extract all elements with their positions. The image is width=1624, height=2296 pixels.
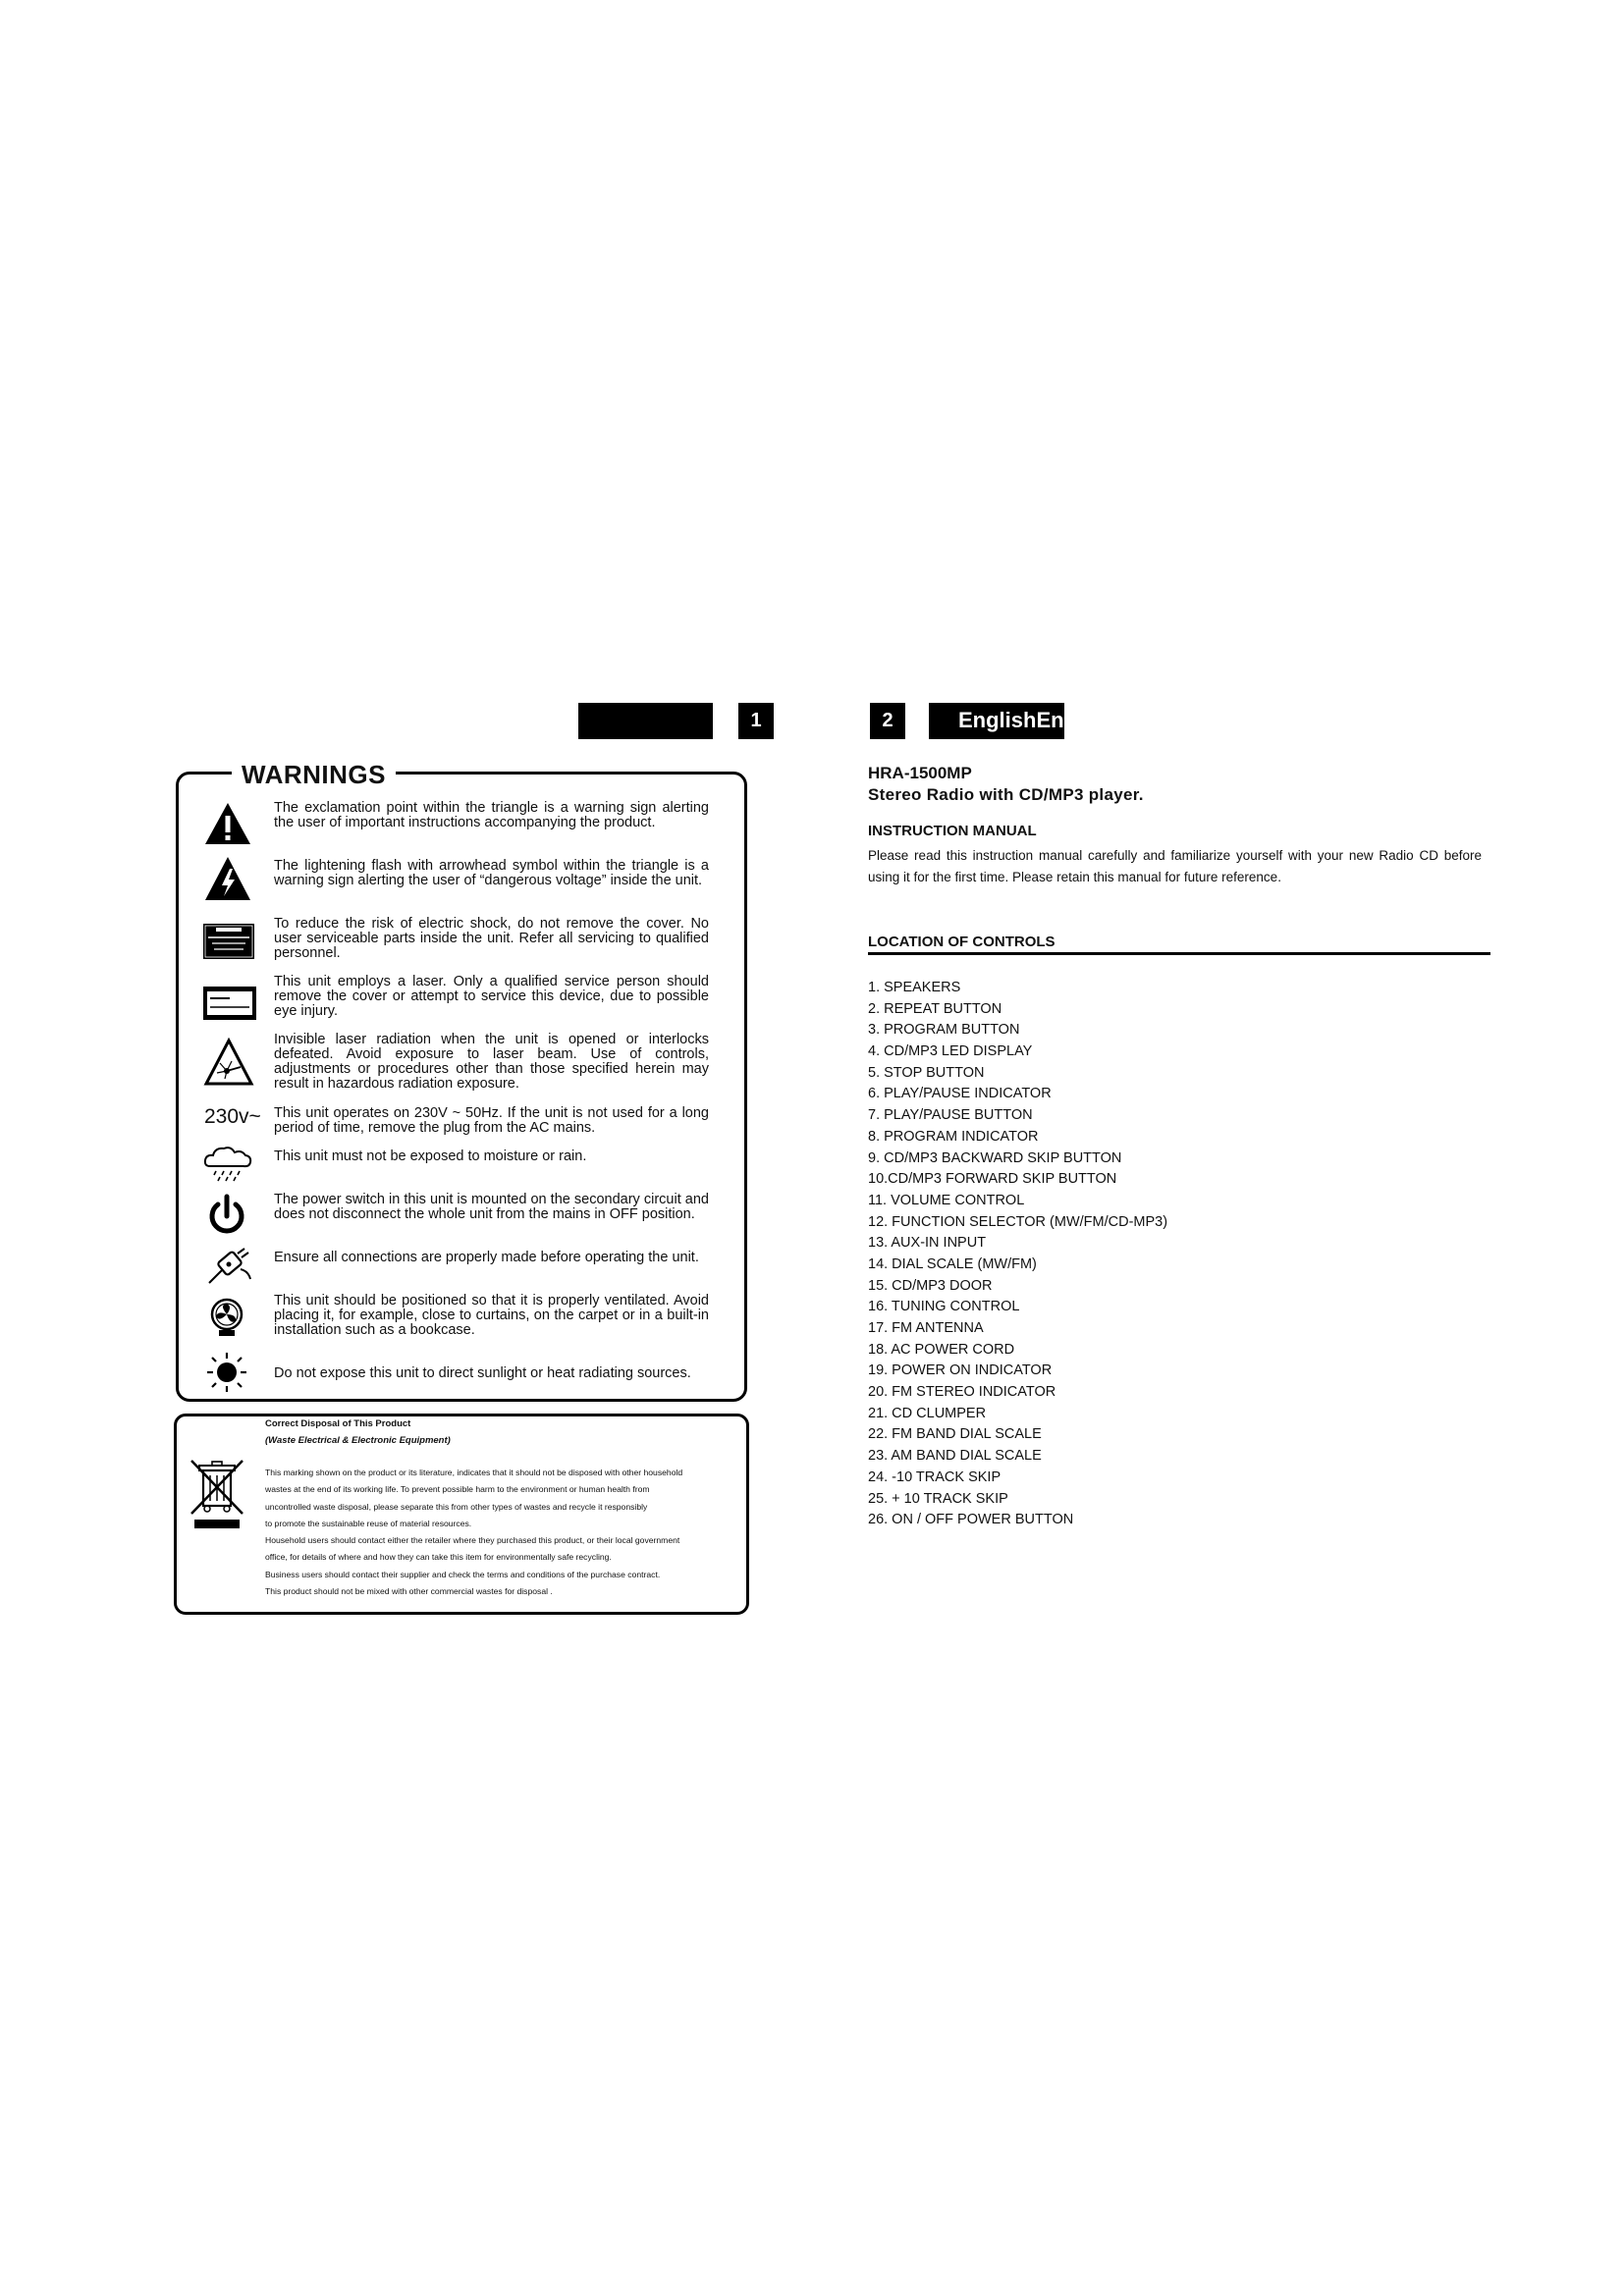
list-item: 1. SPEAKERS: [868, 980, 961, 995]
disposal-line: This product should not be mixed with other commercial wastes for disposal .: [265, 1586, 553, 1597]
plug-connection-icon: [204, 1245, 255, 1288]
list-item: 13. AUX-IN INPUT: [868, 1235, 987, 1252]
disposal-line: uncontrolled waste disposal, please separate this from other types of wastes and recycle it responsibly: [265, 1501, 648, 1512]
list-item: 21. CD CLUMPER: [868, 1405, 987, 1421]
class1-laser-label-icon: [202, 986, 257, 1021]
list-item: 26. ON / OFF POWER BUTTON: [868, 1512, 1074, 1528]
list-item: 17. FM ANTENNA: [868, 1320, 984, 1336]
disposal-body: [265, 1465, 719, 1600]
list-item: 6. PLAY/PAUSE INDICATOR: [868, 1086, 1052, 1102]
disposal-line: wastes at the end of its working life. To prevent possible harm to the environment or human health from: [265, 1484, 650, 1495]
instruction-manual-heading: INSTRUCTION MANUAL: [868, 823, 1037, 839]
list-item: 4. CD/MP3 LED DISPLAY: [868, 1043, 1033, 1060]
crossed-bin-icon: [187, 1457, 247, 1531]
disposal-line: office, for details of where and how they can take this item for environmentally safe recycling.: [265, 1552, 612, 1563]
list-item: 9. CD/MP3 BACKWARD SKIP BUTTON: [868, 1149, 1122, 1166]
warning-text-radiation: Invisible laser radiation when the unit is opened or interlocks defeated. Avoid exposure to laser beam. Use of controls, adjustments or procedures other than those specified herein may result in hazardous radiation exposure.: [274, 1032, 709, 1092]
disposal-line: Household users should contact either the retailer where they purchased this product, or their local government: [265, 1535, 680, 1546]
warning-text-voltage: This unit operates on 230V ~ 50Hz. If the unit is not used for a long period of time, remove the plug from the AC mains.: [274, 1105, 709, 1136]
sun-icon: [204, 1350, 249, 1395]
list-item: 2. REPEAT BUTTON: [868, 1000, 1002, 1017]
page-number-left-label: 1: [750, 710, 762, 731]
list-item: 25. + 10 TRACK SKIP: [868, 1490, 1008, 1507]
disposal-line: to promote the sustainable reuse of material resources.: [265, 1518, 472, 1528]
rain-cloud-icon: [202, 1145, 253, 1184]
page-number-left: [738, 703, 774, 739]
warning-text-power-switch: The power switch in this unit is mounted on the secondary circuit and does not disconnect the whole unit from the mains in OFF position.: [274, 1192, 709, 1222]
list-item: 12. FUNCTION SELECTOR (MW/FM/CD-MP3): [868, 1213, 1168, 1230]
list-item: 7. PLAY/PAUSE BUTTON: [868, 1107, 1033, 1124]
page-number-right: [870, 703, 905, 739]
disposal-subheading: (Waste Electrical & Electronic Equipment): [265, 1435, 451, 1446]
caution-label-icon: [202, 923, 255, 960]
list-item: 5. STOP BUTTON: [868, 1064, 985, 1081]
power-symbol-icon: [204, 1192, 249, 1239]
controls-list: [868, 978, 1167, 1531]
lightning-triangle-icon: [201, 854, 254, 903]
language-tab: [929, 703, 1114, 739]
disposal-line: This marking shown on the product or its literature, indicates that it should not be disposed with other household: [265, 1468, 683, 1477]
list-item: 11. VOLUME CONTROL: [868, 1192, 1025, 1208]
disposal-line: Business users should contact their supplier and check the terms and conditions of the purchase contract.: [265, 1569, 661, 1579]
list-item: 19. POWER ON INDICATOR: [868, 1362, 1053, 1379]
warning-text-caution: To reduce the risk of electric shock, do not remove the cover. No user serviceable parts inside the unit. Refer all servicing to qualified personnel.: [274, 916, 709, 961]
list-item: 22. FM BAND DIAL SCALE: [868, 1426, 1042, 1443]
product-subtitle: Stereo Radio with CD/MP3 player.: [868, 785, 1144, 804]
list-item: 20. FM STEREO INDICATOR: [868, 1384, 1056, 1401]
list-item: 24. -10 TRACK SKIP: [868, 1468, 1001, 1485]
list-item: 18. AC POWER CORD: [868, 1341, 1015, 1358]
language-tab-label: EnglishEnglish: [958, 708, 1114, 732]
location-of-controls-heading: LOCATION OF CONTROLS: [868, 934, 1056, 950]
exclamation-triangle-icon: [201, 800, 254, 847]
list-item: 23. AM BAND DIAL SCALE: [868, 1448, 1042, 1465]
list-item: 14. DIAL SCALE (MW/FM): [868, 1255, 1037, 1272]
left-header-bar: [578, 703, 713, 739]
voltage-label-icon: [204, 1105, 261, 1129]
warning-text-exclamation: The exclamation point within the triangle is a warning sign alerting the user of important instructions accompanying the product.: [274, 800, 709, 830]
voltage-label-text: 230v~: [204, 1105, 261, 1128]
warning-text-moisture: This unit must not be exposed to moisture or rain.: [274, 1148, 587, 1164]
section-divider: [868, 952, 1490, 955]
model-number: HRA-1500MP: [868, 764, 972, 782]
laser-radiation-triangle-icon: [202, 1037, 255, 1088]
list-item: 15. CD/MP3 DOOR: [868, 1277, 993, 1294]
disposal-heading: Correct Disposal of This Product: [265, 1418, 411, 1429]
list-item: 8. PROGRAM INDICATOR: [868, 1128, 1039, 1145]
ventilation-fan-icon: [204, 1294, 249, 1341]
list-item: 10.CD/MP3 FORWARD SKIP BUTTON: [868, 1171, 1117, 1188]
warning-text-connections: Ensure all connections are properly made before operating the unit.: [274, 1250, 699, 1265]
list-item: 16. TUNING CONTROL: [868, 1299, 1020, 1315]
page-number-right-label: 2: [882, 710, 893, 731]
warnings-title: WARNINGS: [232, 760, 396, 790]
warning-text-sunlight: Do not expose this unit to direct sunlight or heat radiating sources.: [274, 1365, 691, 1381]
list-item: 3. PROGRAM BUTTON: [868, 1022, 1020, 1039]
warning-text-ventilation: This unit should be positioned so that it is properly ventilated. Avoid placing it, for example, close to curtains, on the carpet or in a built-in installation such as a bookcase.: [274, 1293, 709, 1338]
warning-text-laser: This unit employs a laser. Only a qualified service person should remove the cover or attempt to service this device, due to possible eye injury.: [274, 974, 709, 1019]
instruction-manual-text: Please read this instruction manual carefully and familiarize yourself with your new Radio CD before using it for the first time. Please retain this manual for future reference.: [868, 848, 1482, 884]
warning-text-lightning: The lightening flash with arrowhead symbol within the triangle is a warning sign alerting the user of “dangerous voltage” inside the unit.: [274, 858, 709, 888]
